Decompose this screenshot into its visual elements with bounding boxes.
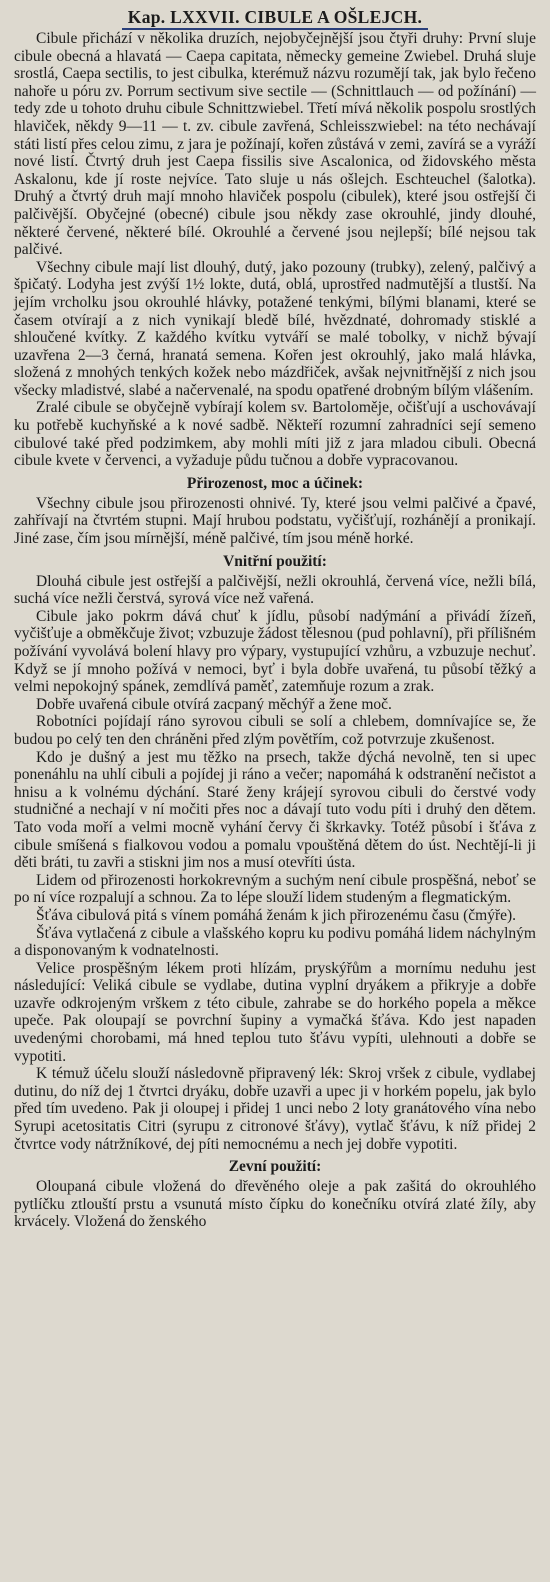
description-paragraph-2: Zralé cibule se obyčejně vybírají kolem sv. Bartoloměje, očišťují a uschovávají ku potřebě kuchyňské a k nové sadbě. Někteří rozumní zahradníci sejí semeno cibulové také před podzimkem, aby mohli míti již z jara mladou cibuli. Obecná cibule kvete v červenci, a vyžaduje půdu tučnou a dobře vypracovanou.: [14, 399, 536, 470]
internal-paragraph-7: Šťáva cibulová pitá s vínem pomáhá ženám k jich přirozenému času (čmýře).: [36, 906, 517, 924]
section-heading-external: Zevní použití:: [228, 1158, 322, 1176]
external-paragraph-1: Oloupaná cibule vložená do dřevěného oleje a pak zašitá do okrouhlého pytlíčku ztlouští prstu a vsunutá místo čípku do konečníku otvírá zlaté žíly, aby krvácely. Vložená do ženského: [14, 1178, 536, 1231]
internal-paragraph-10: K témuž účelu slouží následovně připravený lék: Skroj vršek z cibule, vydlabej dutinu, do níž dej 1 čtvrtci dryáku, dobře uzavři a upec ji v horkém popelu, jak bylo před tím uvedeno. Pak ji oloupej i přidej 1 unci nebo 2 loty granátového vína nebo Syrupi acetositatis Citri (syrupu z citronové šťávy), vytlač šťávu, k níž přidej 2 čtvrtce vody nátržníkové, dej píti nemocnému a nech jej dobře vypotiti.: [14, 1065, 536, 1153]
internal-paragraph-3: Dobře uvařená cibule otvírá zacpaný měchýř a žene moč.: [36, 695, 392, 713]
internal-paragraph-6: Lidem od přirozenosti horkokrevným a suchým není cibule prospěšná, neboť se po ní více rozpalují a schnou. Za to lépe slouží lidem studeným a flegmatickým.: [14, 871, 536, 907]
section-heading-nature: Přirozenost, moc a účinek:: [186, 474, 364, 492]
intro-paragraph: Cibule přichází v několika druzích, nejobyčejnější jsou čtyři druhy: První sluje cibule obecná a hlavatá — Caepa capitata, německy gemeine Zwiebel. Druhá sluje srostlá, Caepa sectilis, to jest cibulka, kterémuž názvu rozumějí tak, jak bylo řečeno nahoře u póru zv. Porrum sectivum sive sectile — (Schnittlauch — od požínání) — tedy zde u tohoto druhu cibule Schnittzwiebel. Třetí mívá několik pospolu srostlých hlaviček, někdy 9—11 — t. zv. cibule zavřená, Schleisszwiebel: na této nechávají státi listí přes celou zimu, z jara je požínají, kořen zůstává v zemi, zavírá se a vyráží nové listí. Čtvrtý druh jest Caepa fissilis sive Ascalonica, od židovského města Askalonu, kde jí roste nejvíce. Tato sluje u nás ošlejch. Eschteuchel (šalotka). Druhý a čtvrtý druh mají mnoho hlaviček pospolu (cibulek), které jsou ostřejší či palčivější. Obyčejné (obecné) cibule jsou někdy zase okrouhlé, jindy dlouhé, některé červené, některé bílé. Okrouhlé a červené jsou nejlepší; bílé nejsou tak palčivé.: [14, 30, 536, 259]
internal-paragraph-4: Robotníci pojídají ráno syrovou cibuli se solí a chlebem, domnívajíce se, že budou po celý ten den chráněni před zlým povětřím, což potvrzuje zkušenost.: [14, 713, 536, 748]
internal-paragraph-5: Kdo je dušný a jest mu těžko na prsech, takže dýchá nevolně, ten si upec ponenáhlu na uhlí cibuli a pojídej ji ráno a večer; napomáhá k odstranění nečistot a hnisu a k volnému dýchání. Staré ženy krájejí syrovou cibuli do čerstvé vody studničné a nechají v ní močiti přes noc a dávají tuto vodu píti i druhý den dětem. Tato voda moří a velmi mocně vyhání červy či škrkavky. Totéž působí i šťáva z cibule smíšená s fialkovou vodou a pomalu vpouštěná dětem do úst. Nechtějí-li ji děti bráti, tu zavři a stiskni jim nos a musí otevříti ústa.: [14, 748, 536, 872]
internal-paragraph-9: Velice prospěšným lékem proti hlízám, pryskýřům a mornímu neduhu jest následující: Veliká cibule se vydlabe, dutina vyplní dryákem a přikryje a dobře uzavře odkrojeným vrškem z této cibule, zahrabe se do horkého popela a měkce upeče. Pak oloupají se povrchní šupiny a vymačká šťáva. Kdo jest napaden uvedenými chorobami, má hned teplou tuto šťávu vypíti, ulehnouti a dobře se vypotiti.: [14, 959, 536, 1065]
internal-paragraph-8: Šťáva vytlačená z cibule a vlašského kopru ku podivu pomáhá lidem náchylným a disponovaným k vodnatelnosti.: [14, 924, 536, 960]
nature-paragraph-1: Všechny cibule jsou přirozenosti ohnivé. Ty, které jsou velmi palčivé a čpavé, zahřívají na čtvrtém stupni. Mají hrubou podstatu, vyčišťují, rozhánějí a pronikají. Jiné zase, čím jsou mírnější, méně palčivé, tím jsou méně horké.: [14, 494, 536, 548]
section-heading-internal: Vnitřní použití:: [223, 552, 327, 570]
internal-paragraph-2: Cibule jako pokrm dává chuť k jídlu, působí nadýmání a přivádí žízeň, vyčišťuje a obměkčuje život; vzbuzuje žádost tělesnou (pud pohlavní), při přílišném požívání vyvolává bolení hlavy pro výpary, vystupující vzhůru, a vzbuzuje nechuť. Když se jí mnoho požívá v nemoci, byť i byla dobře uvařená, tu působí těžký a velmi nepokojný spánek, zemdlívá paměť, zatemňuje rozum a zrak.: [14, 607, 536, 696]
chapter-title: Kap. LXXVII. CIBULE A OŠLEJCH.: [14, 6, 536, 28]
internal-paragraph-1: Dlouhá cibule jest ostřejší a palčivější, nežli okrouhlá, červená více, nežli bílá, suchá více nežli čerstvá, syrová více než vařená.: [14, 572, 536, 608]
description-paragraph-1: Všechny cibule mají list dlouhý, dutý, jako pozouny (trubky), zelený, palčivý a špičatý. Lodyha jest zvýší 1½ lokte, dutá, oblá, uprostřed nadmutější a tlustší. Na jejím vrcholku jsou okrouhlé hlávky, potažené tenkými, bílými blanami, které se časem otvírají a z nich vynikají bledě bílé, hvězdnaté, dohromady stisklé a shloučené kvítky. Z každého kvítku vytváří se malé tobolky, v nichž bývají uzavřena 2—3 černá, hranatá semena. Kořen jest okrouhlý, jako malá hlávka, složená z mnohých tenkých kožek nebo mázdřiček, avšak nejvnitřnější z nich jsou všecky mladistvé, slabé a načervenalé, na spodu opatřené drobným bílým vlášením.: [14, 258, 536, 399]
